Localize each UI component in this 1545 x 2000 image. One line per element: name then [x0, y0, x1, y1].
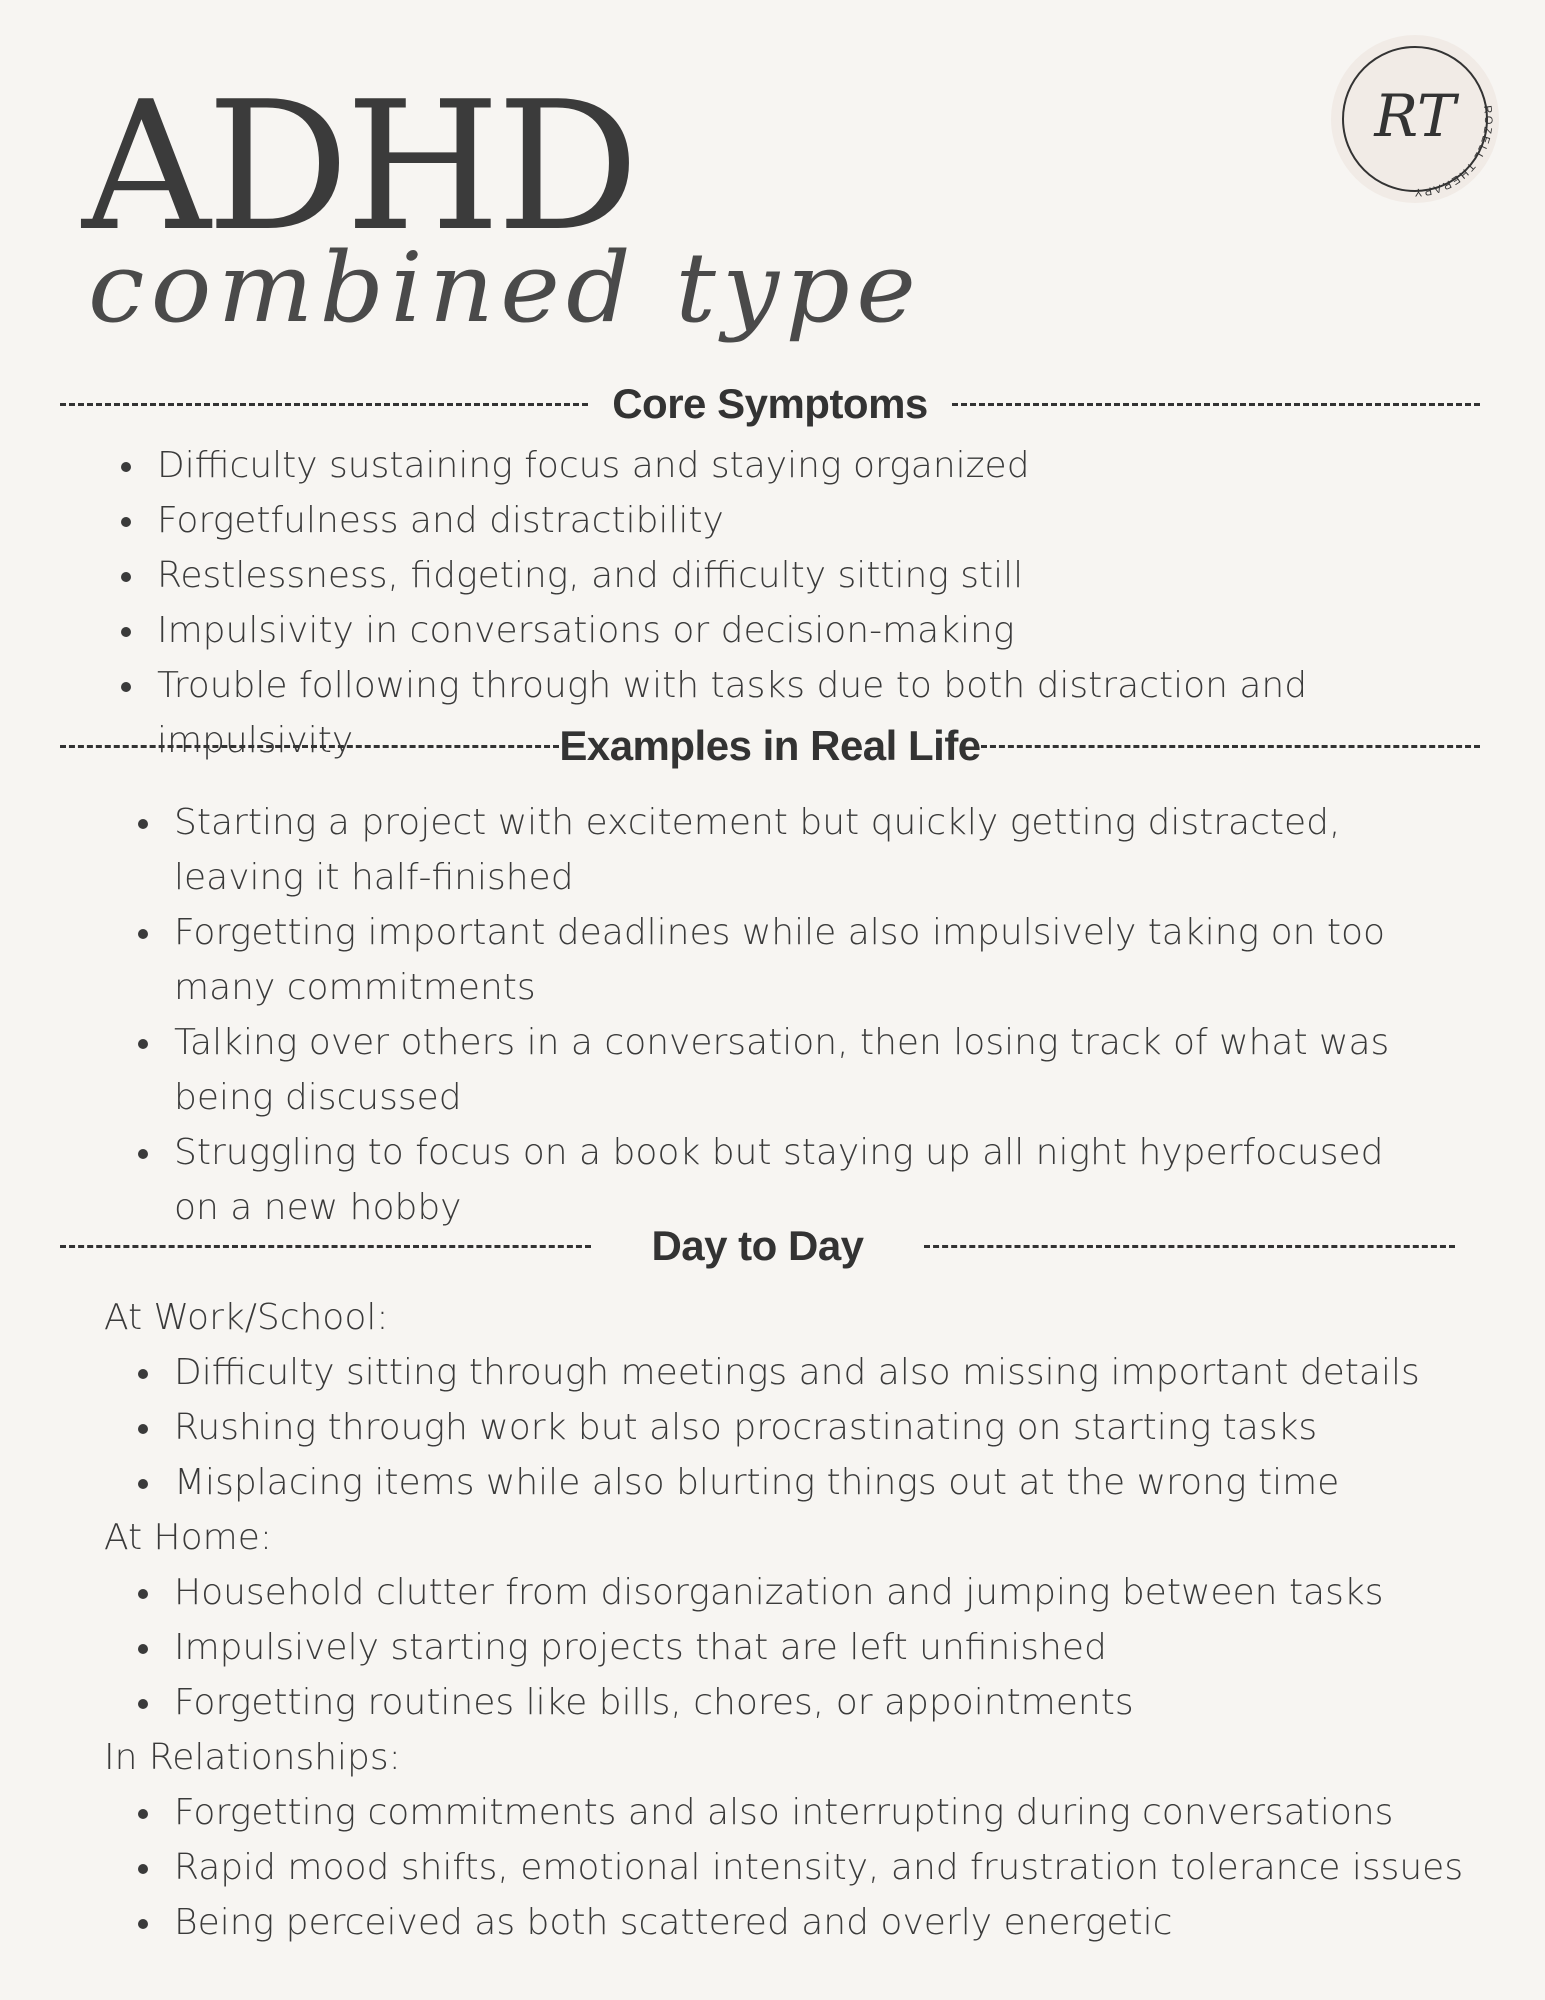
day-to-day-section — [104, 1290, 1464, 1950]
list-item: Starting a project with excitement but quickly getting distracted, leaving it half-finished — [174, 795, 1424, 905]
list-item: Household clutter from disorganization and jumping between tasks — [174, 1565, 1464, 1620]
page-subtitle: combined type — [88, 232, 923, 344]
core-symptoms-heading: Core Symptoms — [612, 380, 928, 427]
list-item: Impulsivity in conversations or decision-making — [157, 603, 1497, 658]
list-item: Misplacing items while also blurting things out at the wrong time — [174, 1455, 1464, 1510]
divider — [924, 1245, 1455, 1248]
core-symptoms-list — [157, 438, 1497, 768]
relationships-list — [174, 1785, 1464, 1950]
home-list — [174, 1565, 1464, 1730]
divider — [60, 745, 559, 748]
list-item: Forgetting important deadlines while also impulsively taking on too many commitments — [174, 905, 1424, 1015]
day-to-day-heading: Day to Day — [651, 1222, 864, 1269]
page-title: ADHD — [82, 63, 636, 270]
list-item: Trouble following through with tasks due to both distraction and impulsivity — [157, 658, 1497, 768]
divider — [952, 403, 1480, 406]
list-item: Impulsively starting projects that are left unfinished — [174, 1620, 1464, 1675]
group-label-relationships: In Relationships: — [104, 1737, 401, 1778]
list-item: Forgetfulness and distractibility — [157, 493, 1497, 548]
day-to-day-header — [60, 1222, 1455, 1270]
divider — [60, 403, 588, 406]
list-item: Talking over others in a conversation, then losing track of what was being discussed — [174, 1015, 1424, 1125]
list-item: Being perceived as both scattered and overly energetic — [174, 1895, 1464, 1950]
list-item: Struggling to focus on a book but staying up all night hyperfocused on a new hobby — [174, 1125, 1424, 1235]
group-label-home: At Home: — [104, 1517, 272, 1558]
examples-header — [60, 722, 1480, 770]
svg-text:RT: RT — [1374, 82, 1456, 150]
examples-heading: Examples in Real Life — [559, 722, 981, 769]
group-label-work: At Work/School: — [104, 1297, 389, 1338]
list-item: Rushing through work but also procrastinating on starting tasks — [174, 1400, 1464, 1455]
list-item: Difficulty sitting through meetings and also missing important details — [174, 1345, 1464, 1400]
list-item: Rapid mood shifts, emotional intensity, and frustration tolerance issues — [174, 1840, 1464, 1895]
work-list — [174, 1345, 1464, 1510]
list-item: Forgetting commitments and also interrupting during conversations — [174, 1785, 1464, 1840]
rozell-therapy-logo — [1320, 24, 1510, 214]
list-item: Difficulty sustaining focus and staying organized — [157, 438, 1497, 493]
examples-list — [174, 795, 1424, 1235]
divider — [60, 1245, 591, 1248]
list-item: Forgetting routines like bills, chores, or appointments — [174, 1675, 1464, 1730]
core-symptoms-header — [60, 380, 1480, 428]
svg-text:ROZELL THERAPY: ROZELL THERAPY — [1412, 104, 1495, 199]
divider — [981, 745, 1480, 748]
list-item: Restlessness, fidgeting, and difficulty sitting still — [157, 548, 1497, 603]
